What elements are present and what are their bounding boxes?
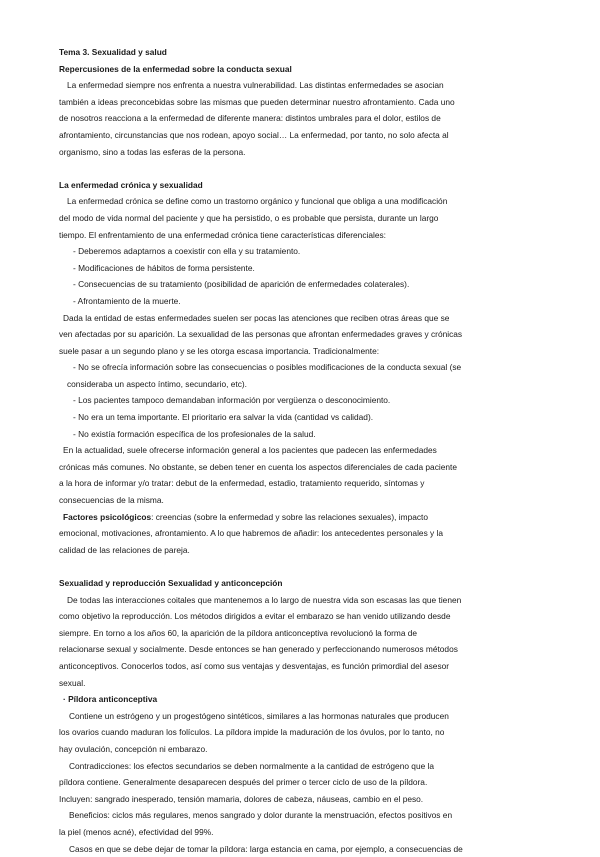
factores-text: : creencias (sobre la enfermedad y sobre las relaciones sexuales), impacto	[151, 512, 428, 522]
list-item: - Modificaciones de hábitos de forma persistente.	[59, 260, 552, 277]
text-line: los ovarios cuando maduran los folículos. La píldora impide la maduración de los óvulos, por lo tanto, no	[59, 724, 552, 741]
text-line: la piel (menos acné), efectividad del 99%.	[59, 824, 552, 841]
text-line: calidad de las relaciones de pareja.	[59, 542, 552, 559]
text-line: de nosotros reacciona a la enfermedad de diferente manera: distintos umbrales para el dolor, estilos de	[59, 110, 552, 127]
text-line: también a ideas preconcebidas sobre las mismas que pueden determinar nuestro afrontamiento. Cada uno	[59, 94, 552, 111]
list-item: - No existía formación específica de los profesionales de la salud.	[59, 426, 552, 443]
text-line: anticonceptivos. Conocerlos todos, así como sus ventajas y desventajas, es función primordial del asesor	[59, 658, 552, 675]
factores-label: Factores psicológicos	[63, 512, 151, 522]
paragraph-pildora	[59, 708, 552, 758]
text-line: organismo, sino a todas las esferas de la persona.	[59, 144, 552, 161]
text-line: píldora contiene. Generalmente desaparecen después del primer o tercer ciclo de uso de la píldora.	[59, 774, 552, 791]
section-heading-repercusiones: Repercusiones de la enfermedad sobre la conducta sexual	[59, 61, 552, 78]
text-line: crónicas más comunes. No obstante, se deben tener en cuenta los aspectos diferenciales de cada paciente	[59, 459, 552, 476]
paragraph-entidad	[59, 310, 552, 360]
list-caracteristicas	[59, 243, 552, 309]
paragraph-contradicciones	[59, 758, 552, 808]
text-line: Contiene un estrógeno y un progestógeno sintéticos, similares a las hormonas naturales que producen	[59, 708, 552, 725]
text-line: Incluyen: sangrado inesperado, tensión mamaria, dolores de cabeza, náuseas, cambio en el peso.	[59, 791, 552, 808]
subheading-pildora: · Píldora anticonceptiva	[59, 691, 552, 708]
text-line: sexual.	[59, 675, 552, 692]
text-line: hay ovulación, concepción ni embarazo.	[59, 741, 552, 758]
section-heading-reproduccion: Sexualidad y reproducción Sexualidad y anticoncepción	[59, 575, 552, 592]
text-line: suele pasar a un segundo plano y se les otorga escasa importancia. Tradicionalmente:	[59, 343, 552, 360]
text-line: tiempo. El enfrentamiento de una enfermedad crónica tiene características diferenciales:	[59, 227, 552, 244]
text-line: como objetivo la reproducción. Los métodos dirigidos a evitar el embarazo se han venido utilizando desde	[59, 608, 552, 625]
list-item: - Afrontamiento de la muerte.	[59, 293, 552, 310]
text-line: relacionarse sexual y socialmente. Desde entonces se han generado y perfeccionando numerosos métodos	[59, 641, 552, 658]
text-line	[59, 509, 552, 526]
document-title: Tema 3. Sexualidad y salud	[59, 44, 552, 61]
paragraph-factores	[59, 509, 552, 559]
list-item: - Consecuencias de su tratamiento (posibilidad de aparición de enfermedades colaterales).	[59, 276, 552, 293]
spacer	[59, 558, 552, 575]
list-tradicionalmente	[59, 359, 552, 442]
text-line: consecuencias de la misma.	[59, 492, 552, 509]
list-item: - No se ofrecía información sobre las consecuencias o posibles modificaciones de la conducta sexual (se	[59, 359, 552, 376]
text-line: La enfermedad siempre nos enfrenta a nuestra vulnerabilidad. Las distintas enfermedades se asocian	[59, 77, 552, 94]
text-line: Dada la entidad de estas enfermedades suelen ser pocas las atenciones que reciben otras áreas que se	[59, 310, 552, 327]
list-item: - No era un tema importante. El prioritario era salvar la vida (cantidad vs calidad).	[59, 409, 552, 426]
text-line: emocional, motivaciones, afrontamiento. A lo que habremos de añadir: los antecedentes personales y la	[59, 525, 552, 542]
spacer	[59, 160, 552, 177]
paragraph-enfermedad	[59, 77, 552, 160]
paragraph-cronica-intro	[59, 193, 552, 243]
document-body	[59, 44, 552, 857]
text-line: Beneficios: ciclos más regulares, menos sangrado y dolor durante la menstruación, efectos positivos en	[59, 807, 552, 824]
text-line: a la hora de informar y/o tratar: debut de la enfermedad, estadio, tratamiento requerido, síntomas y	[59, 475, 552, 492]
text-line: La enfermedad crónica se define como un trastorno orgánico y funcional que obliga a una modificación	[59, 193, 552, 210]
list-item: - Los pacientes tampoco demandaban información por vergüenza o desconocimiento.	[59, 392, 552, 409]
text-line: Contradicciones: los efectos secundarios se deben normalmente a la cantidad de estrógeno que la	[59, 758, 552, 775]
paragraph-anticoncepcion	[59, 592, 552, 692]
text-line: De todas las interacciones coitales que mantenemos a lo largo de nuestra vida son escasas las que tienen	[59, 592, 552, 609]
section-heading-cronica: La enfermedad crónica y sexualidad	[59, 177, 552, 194]
list-item-continuation: consideraba un aspecto íntimo, secundario, etc).	[59, 376, 552, 393]
text-line: del modo de vida normal del paciente y que ha persistido, o es probable que persista, durante un largo	[59, 210, 552, 227]
text-line: Casos en que se debe dejar de tomar la píldora: larga estancia en cama, por ejemplo, a consecuencias de	[59, 841, 552, 857]
text-line: afrontamiento, circunstancias que nos rodean, apoyo social… La enfermedad, por tanto, no solo afecta al	[59, 127, 552, 144]
paragraph-beneficios	[59, 807, 552, 840]
list-item: - Deberemos adaptarnos a coexistir con ella y su tratamiento.	[59, 243, 552, 260]
text-line: En la actualidad, suele ofrecerse información general a los pacientes que padecen las enfermedades	[59, 442, 552, 459]
paragraph-actualidad	[59, 442, 552, 508]
text-line: ven afectadas por su aparición. La sexualidad de las personas que afrontan enfermedades graves y crónicas	[59, 326, 552, 343]
text-line: siempre. En torno a los años 60, la aparición de la píldora anticonceptiva revolucionó la forma de	[59, 625, 552, 642]
